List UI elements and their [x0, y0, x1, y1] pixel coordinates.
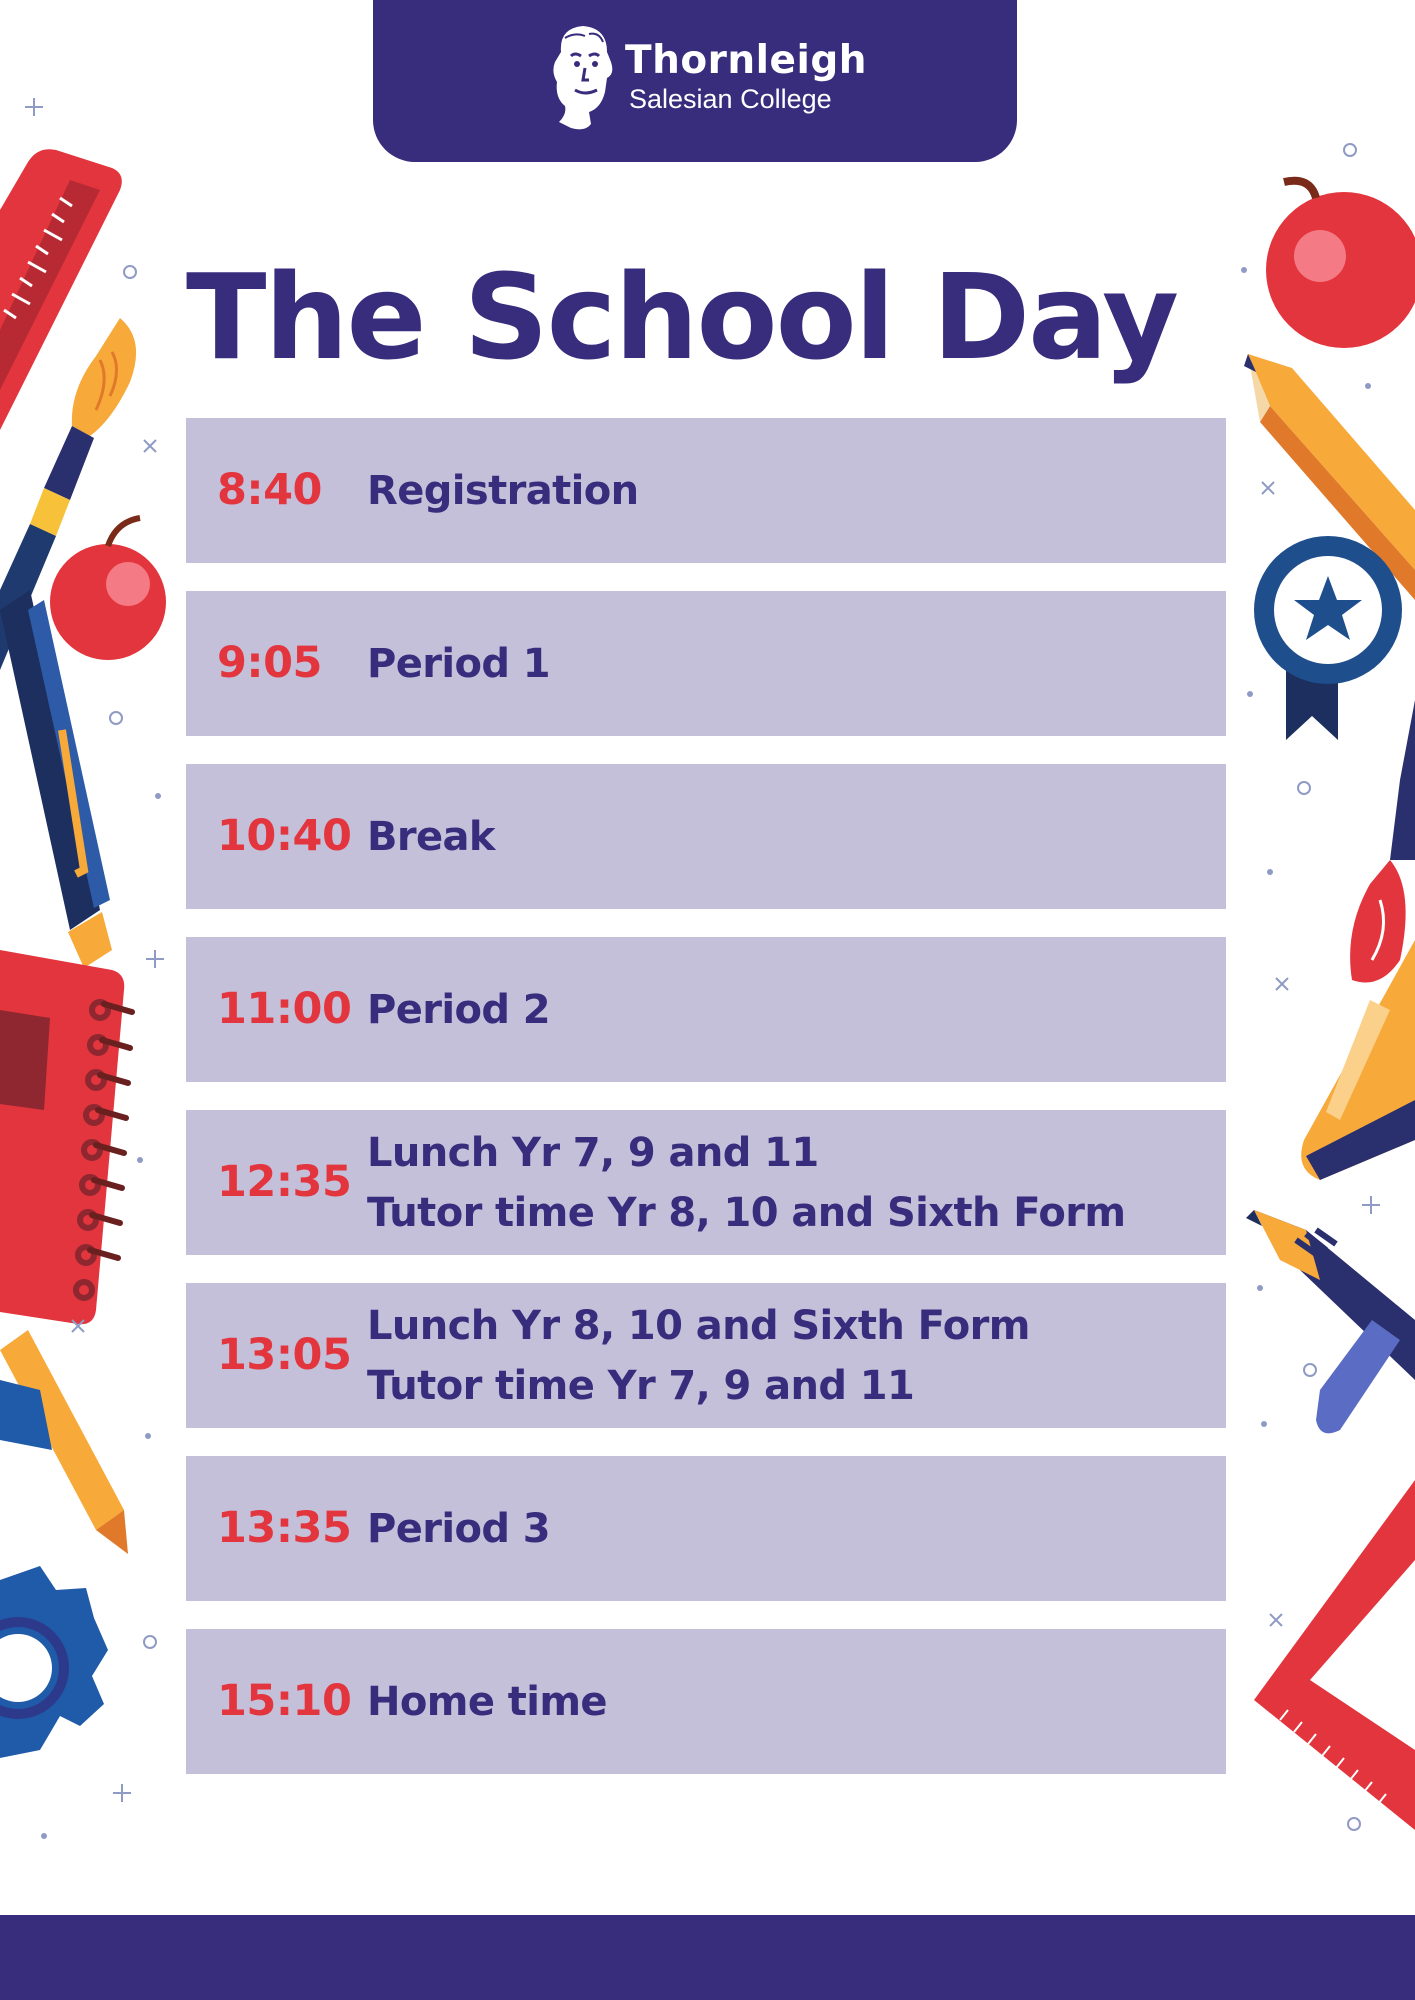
schedule-events: [367, 418, 1217, 563]
schedule-event: Period 3: [367, 1505, 550, 1552]
apple-icon: [50, 518, 166, 660]
schedule-event: Tutor time Yr 8, 10 and Sixth Form: [367, 1189, 1126, 1236]
schedule-events: [367, 591, 1217, 736]
schedule-row: [186, 1283, 1226, 1428]
decorations-right: [1240, 140, 1415, 1860]
award-rosette-icon: [1254, 536, 1402, 740]
schedule-row: [186, 1629, 1226, 1774]
schedule-time: 15:10: [217, 1676, 352, 1726]
brand-subtitle: Salesian College: [629, 84, 832, 114]
schedule-time: 8:40: [217, 465, 322, 515]
founder-portrait-logo-icon: [545, 22, 621, 134]
schedule-row: [186, 937, 1226, 1082]
schedule-events: [367, 1456, 1217, 1601]
schedule-events: [367, 937, 1217, 1082]
schedule-time: 9:05: [217, 638, 322, 688]
gear-icon: [0, 1566, 108, 1758]
schedule-events: [367, 1283, 1217, 1428]
schedule-list: [186, 418, 1226, 1802]
schedule-time: 13:05: [217, 1330, 352, 1380]
fountain-pen-icon: [1246, 1210, 1415, 1433]
footer-bar: [0, 1915, 1415, 2000]
schedule-row: [186, 418, 1226, 563]
schedule-row: [186, 764, 1226, 909]
schedule-row: [186, 1110, 1226, 1255]
schedule-time: 13:35: [217, 1503, 352, 1553]
schedule-event: Tutor time Yr 7, 9 and 11: [367, 1362, 915, 1409]
marker-icon: [0, 1330, 128, 1554]
schedule-event: Lunch Yr 7, 9 and 11: [367, 1129, 819, 1176]
schedule-events: [367, 1110, 1217, 1255]
schedule-events: [367, 1629, 1217, 1774]
page-title: The School Day: [186, 248, 1178, 386]
schedule-time: 10:40: [217, 811, 352, 861]
brand-name: Thornleigh: [625, 38, 868, 83]
schedule-time: 11:00: [217, 984, 352, 1034]
paintbrush-icon: [1350, 700, 1415, 983]
schedule-row: [186, 591, 1226, 736]
set-square-icon: [1254, 1480, 1415, 1830]
schedule-time: 12:35: [217, 1157, 352, 1207]
apple-icon: [1266, 181, 1415, 348]
schedule-event: Lunch Yr 8, 10 and Sixth Form: [367, 1302, 1030, 1349]
schedule-event: Break: [367, 813, 495, 860]
schedule-event: Home time: [367, 1678, 607, 1725]
schedule-row: [186, 1456, 1226, 1601]
schedule-event: Period 2: [367, 986, 550, 1033]
decorations-left: [0, 90, 170, 1850]
header-banner: [373, 0, 1017, 162]
schedule-events: [367, 764, 1217, 909]
spiral-notebook-icon: [0, 950, 132, 1324]
schedule-event: Period 1: [367, 640, 550, 687]
schedule-event: Registration: [367, 467, 639, 514]
